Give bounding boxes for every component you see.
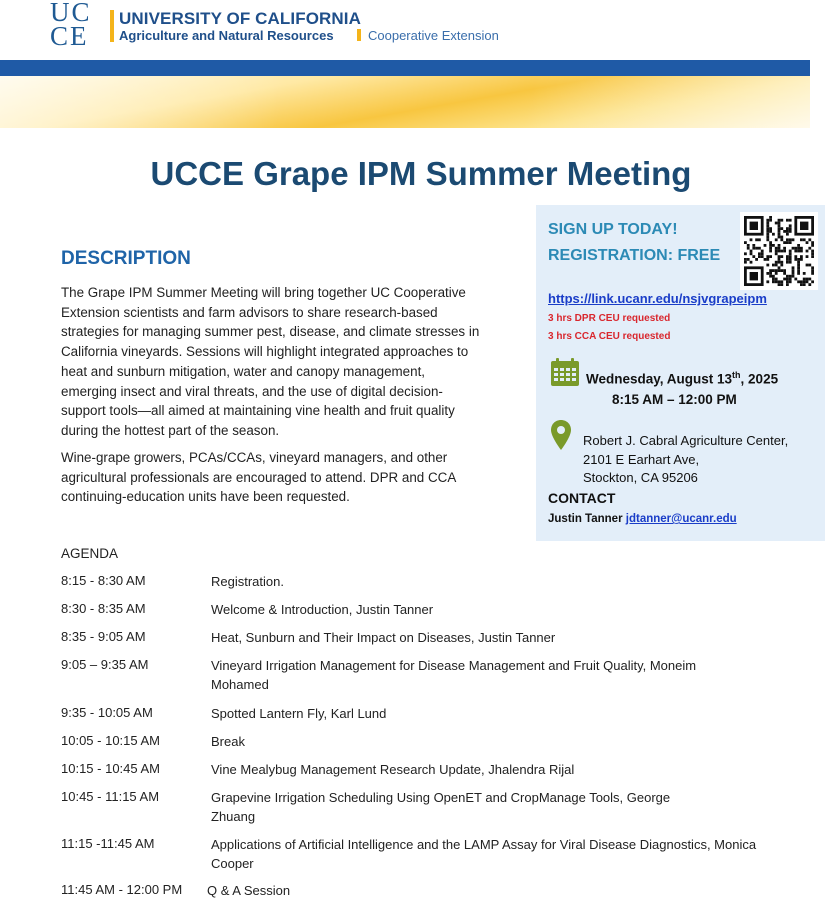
agenda-time: 10:15 - 10:45 AM bbox=[61, 761, 161, 776]
description-line: Wine-grape growers, PCAs/CCAs, vineyard managers, and other bbox=[61, 450, 448, 465]
agenda-item bbox=[211, 628, 811, 647]
banner-blue-stripe bbox=[0, 60, 810, 76]
event-date bbox=[586, 370, 778, 387]
agenda-item-line: Mohamed bbox=[211, 677, 269, 692]
agenda-item bbox=[211, 704, 811, 723]
map-pin-icon bbox=[550, 419, 572, 451]
dpr-ceu-note: 3 hrs DPR CEU requested bbox=[548, 313, 671, 324]
agenda-heading: AGENDA bbox=[61, 546, 119, 561]
description-line: The Grape IPM Summer Meeting will bring together UC Cooperative bbox=[61, 285, 466, 300]
agenda-time: 11:45 AM - 12:00 PM bbox=[61, 882, 183, 897]
agenda-item-line: Spotted Lantern Fly, Karl Lund bbox=[211, 706, 387, 721]
banner-gold-wave bbox=[0, 76, 810, 128]
event-address bbox=[583, 432, 788, 488]
agenda-item-line: Applications of Artificial Intelligence and the LAMP Assay for Viral Disease Diagnostics, Monica bbox=[211, 837, 757, 852]
description-line: agricultural professionals are encouraged to attend. DPR and CCA bbox=[61, 469, 457, 485]
qr-code[interactable] bbox=[740, 212, 818, 290]
agenda-item bbox=[211, 656, 811, 694]
contact-heading: CONTACT bbox=[548, 490, 616, 506]
org-subtitle: Agriculture and Natural Resources bbox=[119, 28, 334, 43]
agenda-time: 8:35 - 9:05 AM bbox=[61, 629, 146, 644]
event-date-suffix: th bbox=[732, 370, 741, 380]
logo-top-text: UC bbox=[50, 0, 92, 27]
address-line: Stockton, CA 95206 bbox=[583, 470, 698, 485]
description-line: Extension scientists and farm advisors to share research-based bbox=[61, 304, 438, 320]
calendar-icon bbox=[550, 357, 580, 387]
description-line: emerging insect and viral threats, and the use of digital decision- bbox=[61, 383, 443, 399]
agenda-time: 8:30 - 8:35 AM bbox=[61, 601, 146, 616]
agenda-item bbox=[211, 600, 811, 619]
address-line: Robert J. Cabral Agriculture Center, bbox=[583, 433, 789, 448]
agenda-time: 9:35 - 10:05 AM bbox=[61, 705, 153, 720]
description-line: California vineyards. Sessions will highlight integrated approaches to bbox=[61, 344, 469, 360]
unit-name: Cooperative Extension bbox=[368, 28, 499, 43]
agenda-time: 10:45 - 11:15 AM bbox=[61, 789, 160, 804]
contact-info bbox=[548, 513, 737, 525]
description-line: during the hottest part of the season. bbox=[61, 422, 280, 438]
agenda-item bbox=[211, 572, 811, 591]
agenda-item-line: Zhuang bbox=[211, 809, 256, 824]
description-paragraph-2 bbox=[61, 448, 531, 507]
agenda-item-line: Grapevine Irrigation Scheduling Using OpenET and CropManage Tools, George bbox=[211, 790, 671, 805]
agenda-item-line: Registration. bbox=[211, 574, 284, 589]
logo-bottom-text: CE bbox=[50, 21, 89, 51]
agenda-item bbox=[211, 788, 811, 826]
agenda-item bbox=[207, 881, 807, 900]
agenda-item-line: Welcome & Introduction, Justin Tanner bbox=[211, 602, 434, 617]
signup-line-2: REGISTRATION: FREE bbox=[548, 247, 721, 264]
description-heading: DESCRIPTION bbox=[61, 248, 191, 269]
description-paragraph-1 bbox=[61, 283, 531, 441]
org-title: UNIVERSITY OF CALIFORNIA bbox=[119, 9, 361, 28]
agenda-time: 10:05 - 10:15 AM bbox=[61, 733, 161, 748]
agenda-item-line: Heat, Sunburn and Their Impact on Diseases, Justin Tanner bbox=[211, 630, 556, 645]
logo-divider bbox=[110, 10, 114, 42]
agenda-item-line: Break bbox=[211, 734, 245, 749]
event-date-year: , 2025 bbox=[740, 371, 779, 387]
agenda-item-line: Vineyard Irrigation Management for Disease Management and Fruit Quality, Moneim bbox=[211, 658, 697, 673]
agenda-item-line: Vine Mealybug Management Research Update, Jhalendra Rijal bbox=[211, 762, 575, 777]
description-line: strategies for managing summer pest, disease, and climate stresses in bbox=[61, 324, 480, 340]
cca-ceu-note: 3 hrs CCA CEU requested bbox=[548, 331, 671, 342]
event-date-main: Wednesday, August 13 bbox=[586, 371, 733, 387]
agenda-item-line: Cooper bbox=[211, 856, 254, 871]
description-line: heat and sunburn mitigation, water and canopy management, bbox=[61, 363, 426, 379]
ucce-logo bbox=[50, 0, 96, 51]
signup-line-1: SIGN UP TODAY! bbox=[548, 221, 678, 238]
agenda-time: 11:15 -11:45 AM bbox=[61, 836, 155, 851]
agenda-item bbox=[211, 732, 811, 751]
contact-email-link[interactable]: jdtanner@ucanr.edu bbox=[625, 513, 737, 525]
agenda-item bbox=[211, 835, 811, 873]
description-line: continuing-education units have been requested. bbox=[61, 489, 350, 505]
agenda-item-line: Q & A Session bbox=[207, 883, 291, 898]
agenda-time: 9:05 – 9:35 AM bbox=[61, 657, 149, 672]
registration-link[interactable]: https://link.ucanr.edu/nsjvgrapeipm bbox=[548, 291, 767, 306]
address-line: 2101 E Earhart Ave, bbox=[583, 451, 700, 467]
unit-divider bbox=[357, 29, 361, 41]
contact-name: Justin Tanner bbox=[548, 513, 623, 525]
event-time: 8:15 AM – 12:00 PM bbox=[612, 392, 737, 407]
page-title: UCCE Grape IPM Summer Meeting bbox=[150, 155, 692, 192]
description-line: support tools—all aimed at maintaining vine health and fruit quality bbox=[61, 403, 455, 419]
signup-heading bbox=[548, 217, 720, 269]
agenda-time: 8:15 - 8:30 AM bbox=[61, 573, 146, 588]
agenda-item bbox=[211, 760, 811, 779]
